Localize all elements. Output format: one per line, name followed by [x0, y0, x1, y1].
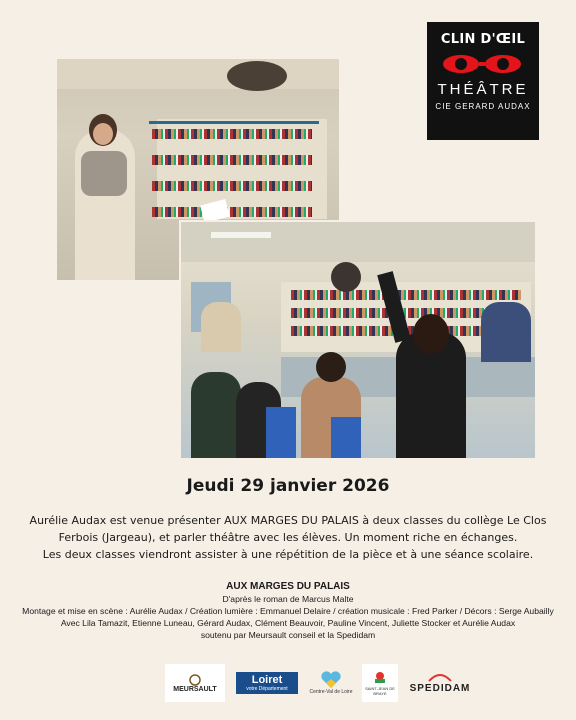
spedidam-logo: [404, 664, 476, 702]
saintjean-label: SAINT-JEAN DE BRAYE: [365, 686, 395, 696]
intro-line-1: Aurélie Audax est venue présenter AUX MARGES DU PALAIS à deux classes du collège Le Clos: [29, 514, 547, 527]
photo-classroom: [181, 222, 535, 458]
spedidam-swirl-icon: [427, 673, 453, 683]
spedidam-label: SPEDIDAM: [409, 682, 471, 694]
play-subtitle: D'après le roman de Marcus Malte: [222, 594, 354, 604]
saint-jean-de-braye-logo: [362, 664, 398, 702]
centre-label: Centre-Val de Loire: [309, 689, 353, 695]
meursault-logo: [165, 664, 225, 702]
logo-title: CLIN D'ŒIL: [440, 32, 526, 47]
loiret-logo: [236, 672, 298, 694]
intro-line-2: Ferbois (Jargeau), et parler théâtre avec les élèves. Un moment riche en échanges.: [58, 531, 518, 544]
credits-line-3: soutenu par Meursault conseil et la Spedidam: [200, 630, 376, 640]
eyes-logo-icon: [441, 53, 525, 75]
sponsor-logos: [0, 664, 576, 704]
theatre-logo: [427, 22, 539, 140]
meursault-label: MEURSAULT: [173, 685, 217, 693]
centre-val-de-loire-logo: [308, 664, 354, 702]
logo-company: CIE GERARD AUDAX: [435, 102, 531, 111]
meursault-emblem-icon: [189, 674, 201, 686]
loiret-label: Loiret: [251, 674, 283, 686]
logo-subtitle: THÉÂTRE: [437, 81, 529, 98]
intro-line-3: Les deux classes viendront assister à une répétition de la pièce et à une séance scolaire.: [42, 548, 534, 561]
flower-icon: [372, 670, 388, 686]
credits-line-1: Montage et mise en scène : Aurélie Audax / Création lumière : Emmanuel Delaire / création musicale : Fred Parker / Décors : Serge Aubailly: [22, 606, 554, 616]
loiret-sub-label: votre Département: [246, 686, 288, 692]
heart-icon: [320, 671, 342, 689]
credits-block: [10, 580, 566, 641]
intro-text: [20, 512, 556, 563]
play-title: AUX MARGES DU PALAIS: [226, 581, 350, 592]
event-date: Jeudi 29 janvier 2026: [186, 476, 390, 496]
credits-line-2: Avec Lila Tamazit, Etienne Luneau, Gérard Audax, Clément Beauvoir, Pauline Vincent, Juliette Stocker et Aurélie Audax: [60, 618, 516, 628]
